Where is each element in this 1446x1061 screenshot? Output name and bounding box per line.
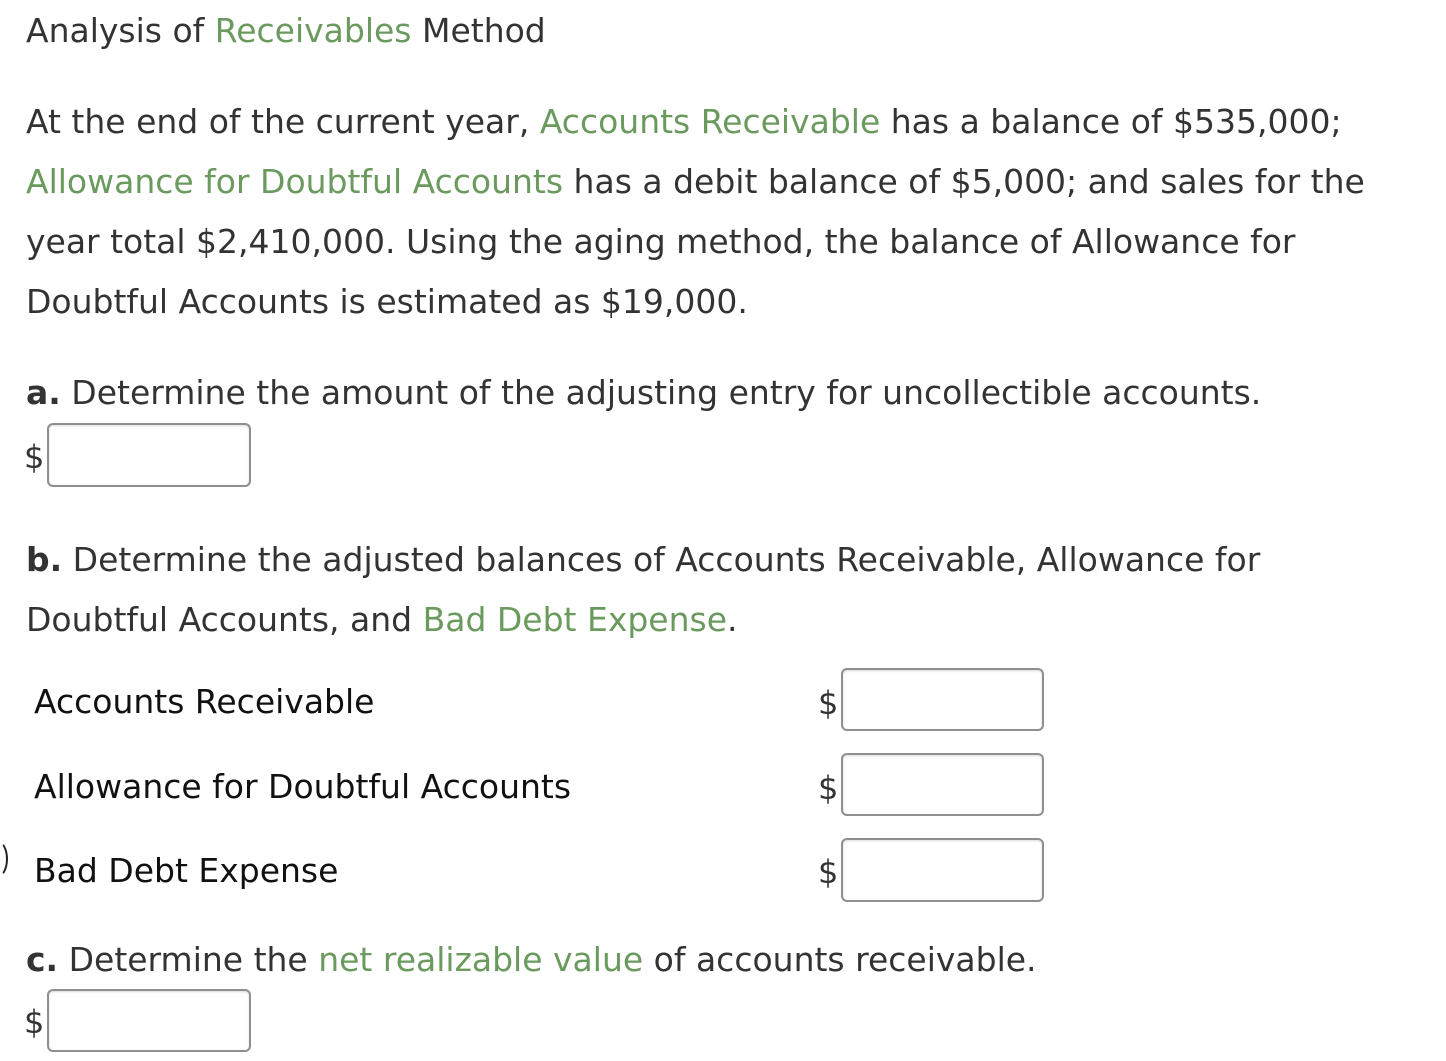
row-label-allowance-doubtful-accounts: Allowance for Doubtful Accounts bbox=[34, 767, 572, 806]
row-currency: $ bbox=[818, 684, 839, 722]
question-b-line-2 bbox=[26, 590, 1260, 650]
answer-c-input[interactable] bbox=[47, 989, 251, 1052]
title-suffix: Method bbox=[411, 11, 546, 50]
question-a-letter: a. bbox=[26, 373, 61, 412]
question-b bbox=[26, 530, 1260, 650]
question-c bbox=[26, 937, 1037, 983]
allowance-doubtful-accounts-input[interactable] bbox=[841, 753, 1044, 816]
receivables-link[interactable]: Receivables bbox=[214, 11, 412, 50]
page-title bbox=[26, 8, 546, 54]
intro-line-2 bbox=[26, 152, 1365, 212]
question-b-line-1 bbox=[26, 530, 1260, 590]
question-b-text: Determine the adjusted balances of Accounts Receivable, Allowance for bbox=[62, 540, 1261, 579]
question-c-letter: c. bbox=[26, 940, 59, 979]
question-c-text: of accounts receivable. bbox=[643, 940, 1037, 979]
edge-bracket-mark bbox=[0, 840, 8, 878]
intro-text: has a debit balance of $5,000; and sales for the bbox=[563, 162, 1365, 201]
question-b-letter: b. bbox=[26, 540, 63, 579]
intro-line-4: Doubtful Accounts is estimated as $19,000. bbox=[26, 282, 748, 321]
intro-line-3: year total $2,410,000. Using the aging method, the balance of Allowance for bbox=[26, 222, 1296, 261]
question-b-text: Doubtful Accounts, and bbox=[26, 600, 423, 639]
intro-line-1 bbox=[26, 92, 1365, 152]
accounts-receivable-input[interactable] bbox=[841, 668, 1044, 731]
intro-text: has a balance of $535,000; bbox=[880, 102, 1342, 141]
title-prefix: Analysis of bbox=[26, 11, 215, 50]
intro-text: At the end of the current year, bbox=[26, 102, 540, 141]
row-label-bad-debt-expense: Bad Debt Expense bbox=[34, 851, 339, 890]
accounts-receivable-link[interactable]: Accounts Receivable bbox=[539, 102, 881, 141]
row-currency: $ bbox=[818, 853, 839, 891]
row-label-accounts-receivable: Accounts Receivable bbox=[34, 682, 375, 721]
bad-debt-expense-link[interactable]: Bad Debt Expense bbox=[422, 600, 728, 639]
answer-a-input[interactable] bbox=[47, 423, 251, 487]
question-c-text: Determine the bbox=[58, 940, 319, 979]
question-a bbox=[26, 370, 1261, 416]
question-b-text: . bbox=[727, 600, 738, 639]
net-realizable-value-link[interactable]: net realizable value bbox=[318, 940, 644, 979]
question-a-text: Determine the amount of the adjusting entry for uncollectible accounts. bbox=[60, 373, 1262, 412]
bad-debt-expense-input[interactable] bbox=[841, 838, 1044, 902]
row-currency: $ bbox=[818, 769, 839, 807]
allowance-doubtful-accounts-link[interactable]: Allowance for Doubtful Accounts bbox=[26, 162, 564, 201]
answer-a-currency: $ bbox=[24, 438, 45, 476]
answer-c-currency: $ bbox=[24, 1003, 45, 1041]
problem-intro bbox=[26, 92, 1365, 332]
